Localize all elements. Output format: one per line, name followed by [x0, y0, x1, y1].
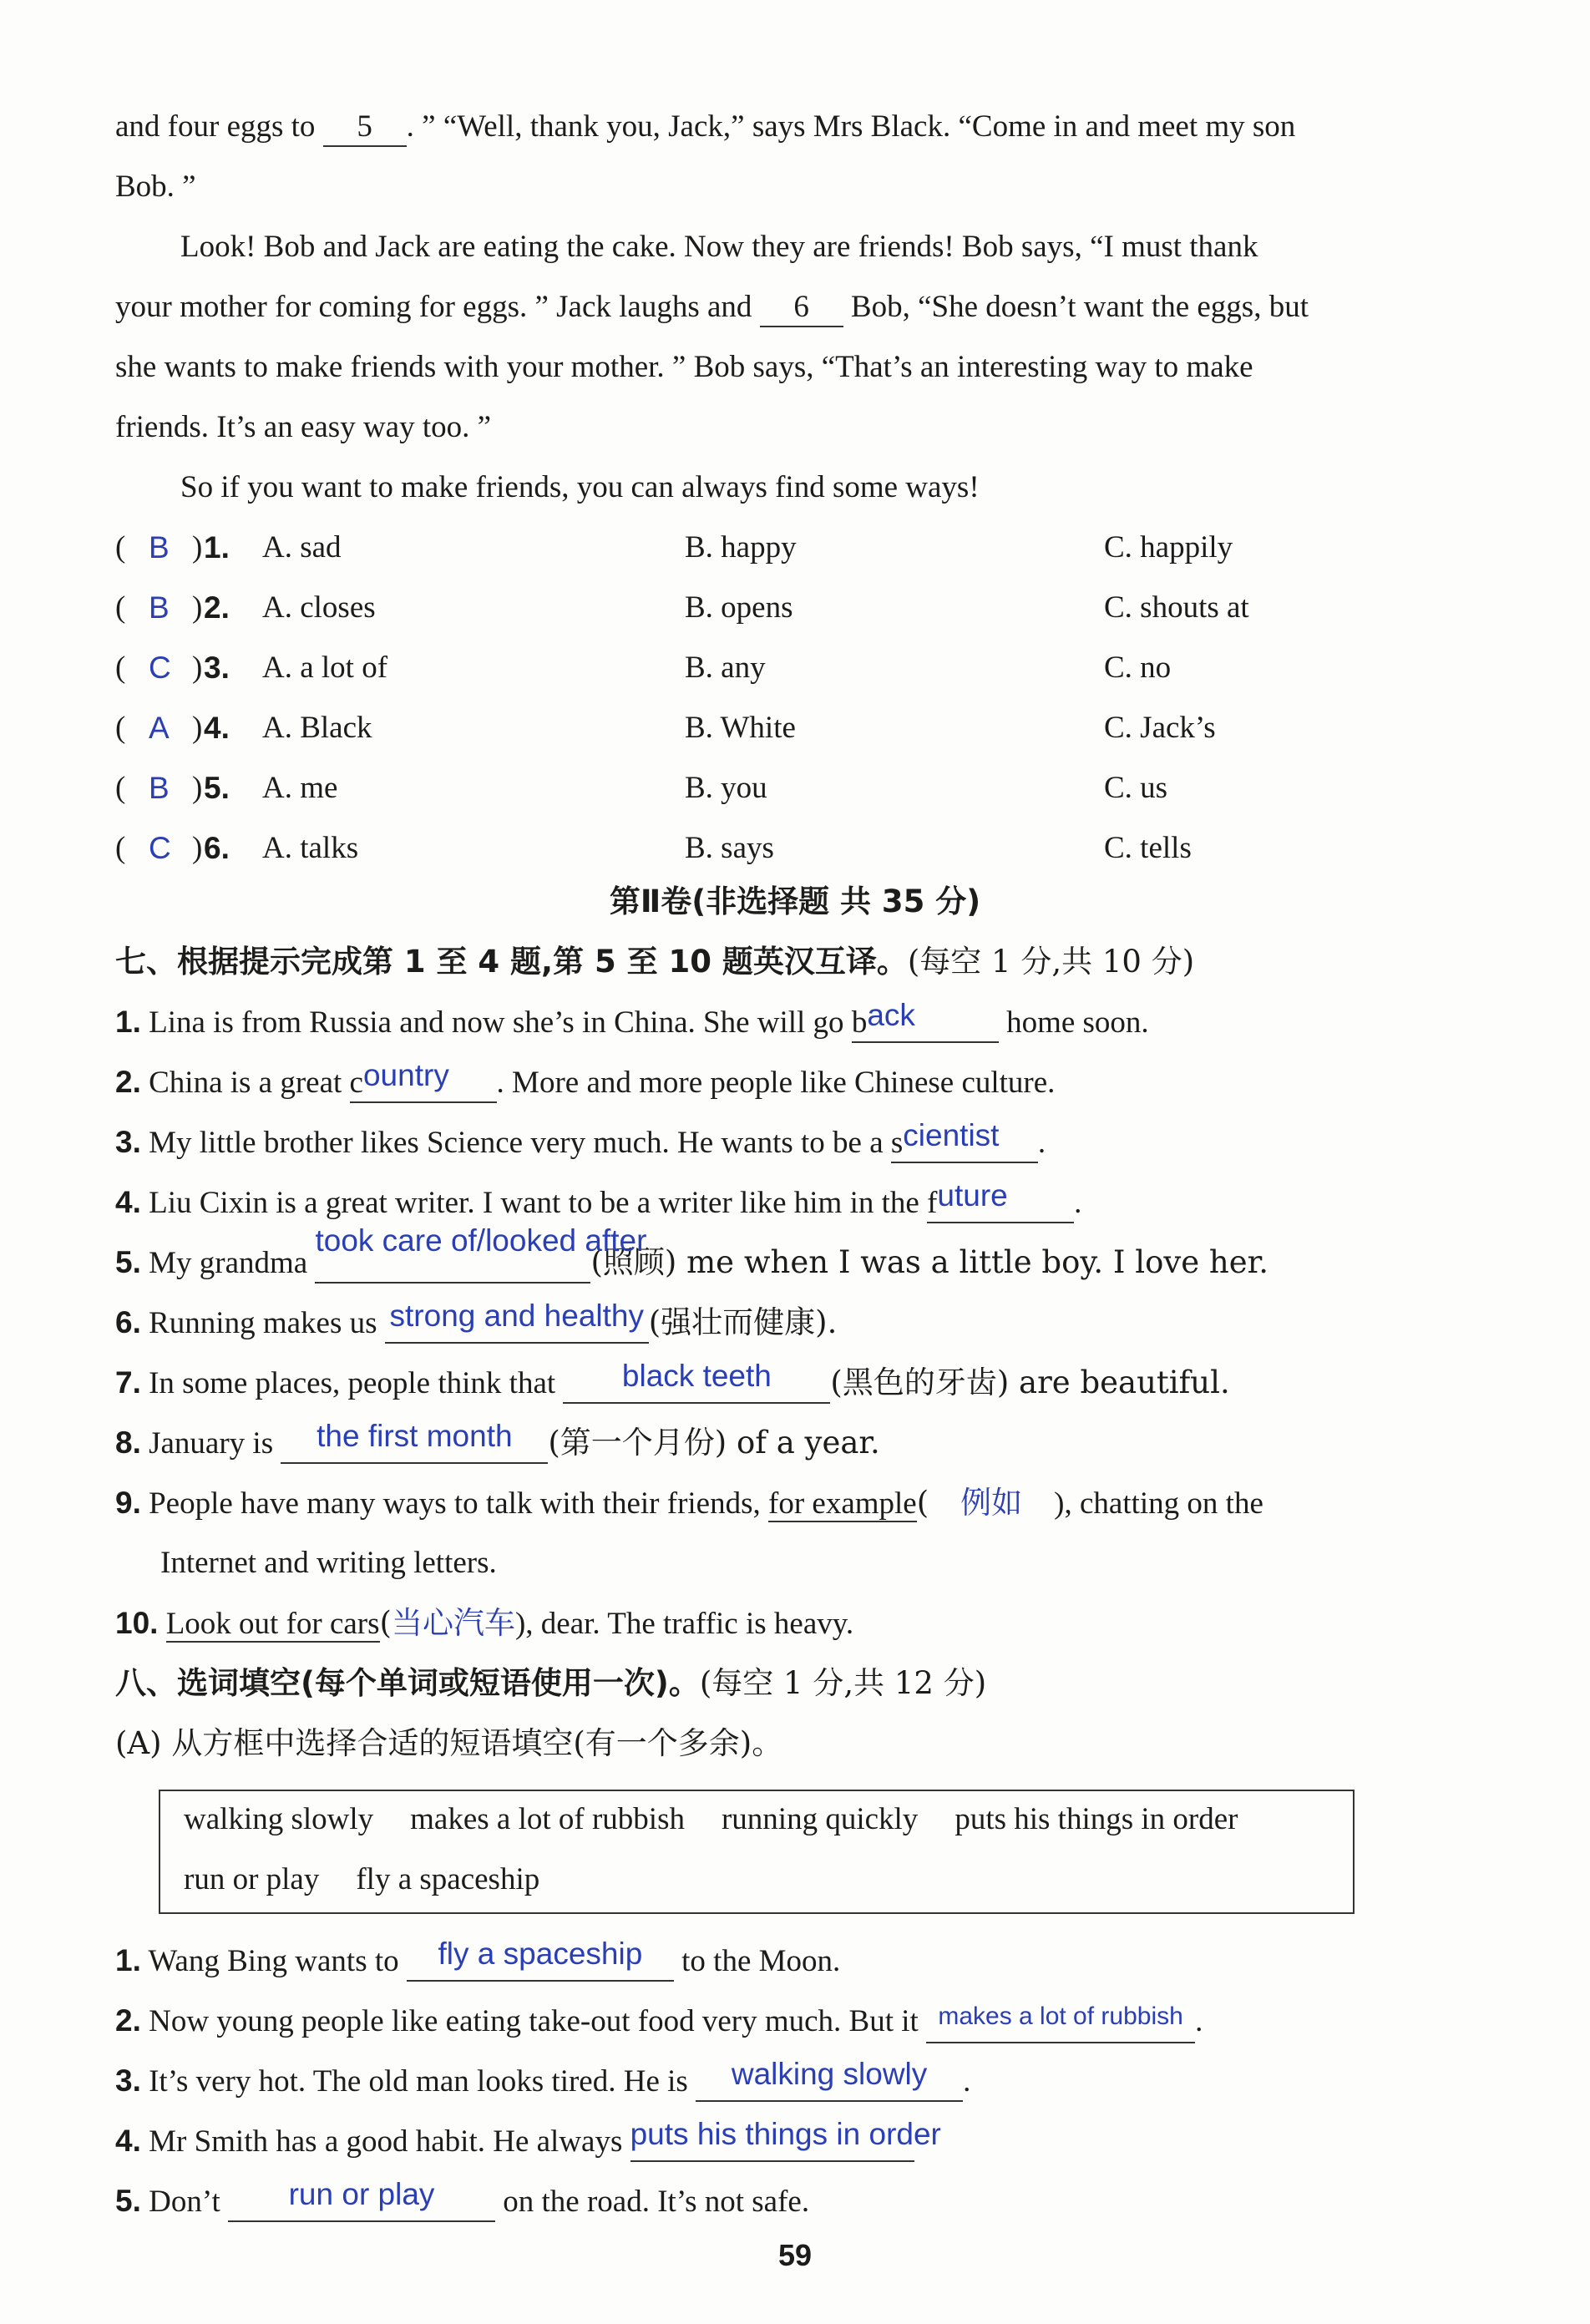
- passage-line-2: Bob. ”: [115, 170, 196, 204]
- choice-answer[interactable]: C: [149, 651, 171, 685]
- sec7-q3: 3. My little brother likes Science very much. He wants to be a scientist .: [115, 1112, 1498, 1172]
- option-b[interactable]: B. White: [685, 711, 796, 745]
- choice-answer[interactable]: A: [149, 711, 170, 745]
- option-c[interactable]: C. no: [1104, 651, 1172, 685]
- phrase-box-row-1: [184, 1801, 1274, 1837]
- option-a[interactable]: A. closes: [262, 590, 376, 625]
- choice-row: ( B ) 5. A. me B. you C. us: [115, 758, 1498, 818]
- sec7-q1: 1. Lina is from Russia and now she’s in China. She will go back home soon.: [115, 992, 1498, 1052]
- option-b[interactable]: B. says: [685, 831, 774, 865]
- option-b[interactable]: B. you: [685, 771, 767, 805]
- answer-blank[interactable]: took care of/looked after: [315, 1244, 590, 1284]
- phrase-box-row-2: [184, 1861, 576, 1897]
- answer-blank[interactable]: black teeth: [563, 1365, 830, 1404]
- passage-blank-6: 6: [760, 289, 843, 327]
- passage-line-5: she wants to make friends with your mother. ” Bob says, “That’s an interesting way to make: [115, 350, 1253, 384]
- option-a[interactable]: A. sad: [262, 530, 342, 565]
- phrase-option: running quickly: [721, 1802, 919, 1836]
- answer-blank[interactable]: run or play: [228, 2183, 495, 2222]
- option-a[interactable]: A. Black: [262, 711, 372, 745]
- sec7-q10: 10. Look out for cars(当心汽车), dear. The traffic is heavy.: [115, 1605, 854, 1641]
- phrase-box: [159, 1790, 1355, 1914]
- choice-row: ( B ) 1. A. sad B. happy C. happily: [115, 518, 1498, 578]
- passage-text: . ” “Well, thank you, Jack,” says Mrs Black. “Come in and meet my son: [406, 109, 1296, 144]
- option-c[interactable]: C. us: [1104, 771, 1168, 805]
- choice-row: ( B ) 2. A. closes B. opens C. shouts at: [115, 578, 1498, 638]
- sec7-q4: 4. Liu Cixin is a great writer. I want to be a writer like him in the future .: [115, 1172, 1498, 1233]
- option-a[interactable]: A. talks: [262, 831, 359, 865]
- option-b[interactable]: B. happy: [685, 530, 797, 565]
- answer-blank[interactable]: future: [927, 1184, 1074, 1223]
- answer-text: 例如: [960, 1485, 1023, 1521]
- choice-answer[interactable]: B: [149, 590, 170, 625]
- passage-line-6: friends. It’s an easy way too. ”: [115, 410, 492, 444]
- part2-title: 第Ⅱ卷(非选择题 共 35 分): [609, 884, 981, 919]
- option-a[interactable]: A. a lot of: [262, 651, 388, 685]
- option-b[interactable]: B. any: [685, 651, 766, 685]
- sec7-q8: 8. January is the first month (第一个月份) of a year.: [115, 1413, 1498, 1473]
- passage-line-7: So if you want to make friends, you can always find some ways!: [180, 470, 980, 504]
- page-number: 59: [777, 2238, 813, 2272]
- phrase-option: fly a spaceship: [356, 1862, 540, 1896]
- phrase-option: run or play: [184, 1862, 320, 1896]
- option-c[interactable]: C. happily: [1104, 530, 1233, 565]
- sec7-q5: 5. My grandma took care of/looked after(照顾) me when I was a little boy. I love her.: [115, 1233, 1498, 1293]
- section7-title: 七、根据提示完成第 1 至 4 题,第 5 至 10 题英汉互译。(每空 1 分,共 10 分): [115, 944, 1195, 980]
- sec7-q2: 2. China is a great country . More and more people like Chinese culture.: [115, 1052, 1498, 1112]
- section8-sub-a: (A) 从方框中选择合适的短语填空(有一个多余)。: [115, 1725, 783, 1761]
- answer-blank[interactable]: country: [350, 1064, 497, 1103]
- section8-title: 八、选词填空(每个单词或短语使用一次)。(每空 1 分,共 12 分): [115, 1665, 987, 1701]
- answer-blank[interactable]: back: [852, 1004, 999, 1043]
- option-b[interactable]: B. opens: [685, 590, 793, 625]
- choice-row: ( C ) 6. A. talks B. says C. tells: [115, 818, 1498, 878]
- phrase-option: puts his things in order: [955, 1802, 1238, 1836]
- phrase-option: walking slowly: [184, 1802, 374, 1836]
- sec8-q2: 2. Now young people like eating take-out food very much. But it makes a lot of rubbish .: [115, 1991, 1498, 2051]
- sec7-q9-cont: Internet and writing letters.: [160, 1546, 497, 1580]
- option-c[interactable]: C. tells: [1104, 831, 1192, 865]
- answer-blank[interactable]: scientist: [891, 1124, 1038, 1163]
- answer-blank[interactable]: fly a spaceship: [407, 1942, 674, 1982]
- choice-answer[interactable]: B: [149, 530, 170, 565]
- choice-answer[interactable]: C: [149, 831, 171, 865]
- answer-blank[interactable]: puts his things in order: [630, 2123, 914, 2162]
- sec8-q5: 5. Don’t run or play on the road. It’s not safe.: [115, 2171, 1498, 2231]
- option-a[interactable]: A. me: [262, 771, 338, 805]
- sec8-q1: 1. Wang Bing wants to fly a spaceship to the Moon.: [115, 1931, 1498, 1991]
- passage-line-4: your mother for coming for eggs. ” Jack laughs and 6 Bob, “She doesn’t want the eggs, but: [115, 277, 1498, 337]
- option-c[interactable]: C. Jack’s: [1104, 711, 1216, 745]
- phrase-option: makes a lot of rubbish: [410, 1802, 685, 1836]
- answer-blank[interactable]: the first month: [281, 1425, 548, 1464]
- answer-blank[interactable]: makes a lot of rubbish: [926, 2005, 1195, 2043]
- choice-answer[interactable]: B: [149, 771, 170, 805]
- sec7-q6: 6. Running makes us strong and healthy (强壮而健康).: [115, 1293, 1498, 1353]
- choice-row: ( C ) 3. A. a lot of B. any C. no: [115, 638, 1498, 698]
- answer-text: 当心汽车: [391, 1605, 515, 1641]
- choice-row: ( A ) 4. A. Black B. White C. Jack’s: [115, 698, 1498, 758]
- answer-blank[interactable]: strong and healthy: [385, 1304, 649, 1344]
- passage-line-1: [115, 97, 1498, 157]
- passage-line-3: Look! Bob and Jack are eating the cake. Now they are friends! Bob says, “I must thank: [180, 230, 1258, 264]
- sec8-q4: 4. Mr Smith has a good habit. He always puts his things in order: [115, 2111, 1498, 2171]
- option-c[interactable]: C. shouts at: [1104, 590, 1249, 625]
- sec8-q3: 3. It’s very hot. The old man looks tired. He is walking slowly .: [115, 2051, 1498, 2111]
- passage-blank-5: 5: [323, 109, 407, 147]
- passage-text: and four eggs to: [115, 109, 316, 144]
- sec7-q9: 9. People have many ways to talk with their friends, for example( 例如 ), chatting on the: [115, 1473, 1498, 1533]
- sec7-q7: 7. In some places, people think that black teeth (黑色的牙齿) are beautiful.: [115, 1353, 1498, 1413]
- answer-blank[interactable]: walking slowly: [696, 2063, 963, 2102]
